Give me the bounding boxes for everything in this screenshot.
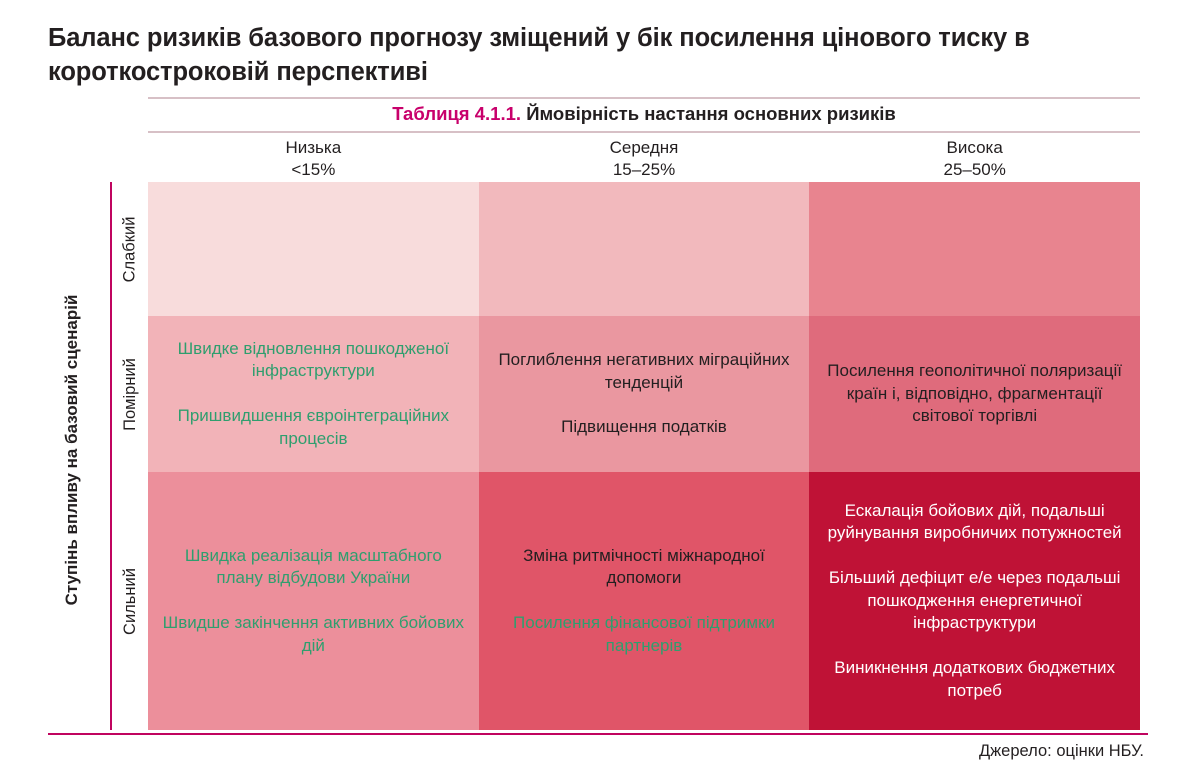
column-header-low — [148, 136, 479, 180]
risk-item: Пришвидшення євроінтеграційних процесів — [177, 406, 450, 448]
risk-item: Ескалація бойових дій, подальші руйнування виробничих потужностей — [827, 500, 1122, 543]
row-label-strong: Сильний — [120, 567, 139, 635]
risk-item: Підвищення податків — [561, 417, 727, 437]
footer-rule — [48, 733, 1148, 735]
table-number: Таблиця 4.1.1. — [392, 103, 522, 124]
risk-item: Більший дефіцит е/е через подальші пошкодження енергетичної інфраструктури — [828, 568, 1121, 633]
column-header-low-range: <15% — [291, 159, 336, 179]
matrix-cell-weak-low — [148, 182, 479, 316]
risk-item: Посилення геополітичної поляризації країн і, відповідно, фрагментації світової торгівлі — [827, 361, 1123, 426]
column-header-medium — [479, 136, 810, 180]
matrix-cell-moderate-medium — [479, 316, 810, 472]
risk-item: Поглиблення негативних міграційних тенденцій — [498, 350, 790, 392]
risk-item: Швидше закінчення активних бойових дій — [162, 613, 465, 655]
column-headers — [148, 136, 1140, 180]
risk-item: Виникнення додаткових бюджетних потреб — [834, 657, 1116, 700]
row-label-weak: Слабкий — [120, 216, 139, 282]
matrix-cell-weak-medium — [479, 182, 810, 316]
source-note: Джерело: оцінки НБУ. — [978, 742, 1144, 760]
table-caption-text: Ймовірність настання основних ризиків — [526, 103, 896, 124]
column-header-high-range: 25–50% — [943, 159, 1006, 179]
risk-item: Швидке відновлення пошкодженої інфраструктури — [177, 338, 450, 381]
column-header-low-label: Низька — [285, 138, 342, 157]
caption-bottom-rule — [148, 131, 1140, 133]
column-header-medium-label: Середня — [609, 138, 679, 157]
row-label-moderate: Помірний — [120, 357, 139, 431]
risk-item: Швидка реалізація масштабного плану відбудови України — [184, 545, 442, 588]
y-axis-title: Ступінь впливу на базовий сценарій — [62, 294, 81, 606]
matrix-cell-moderate-high — [809, 316, 1140, 472]
risk-item: Зміна ритмічності міжнародної допомоги — [523, 545, 765, 588]
matrix-cell-strong-high — [809, 472, 1140, 730]
caption-top-rule — [148, 97, 1140, 99]
column-header-medium-range: 15–25% — [612, 159, 676, 179]
page-title: Баланс ризиків базового прогнозу зміщений у бік посилення цінового тиску в короткостроковій перспективі — [48, 24, 1030, 86]
matrix-cell-moderate-low — [148, 316, 479, 472]
table-caption — [148, 103, 1140, 125]
risk-matrix-grid — [148, 182, 1140, 730]
matrix-cell-strong-low — [148, 472, 479, 730]
row-labels — [112, 182, 148, 730]
column-header-high — [809, 136, 1140, 180]
column-header-high-label: Висока — [946, 138, 1003, 157]
matrix-cell-strong-medium — [479, 472, 810, 730]
risk-item: Посилення фінансової підтримки партнерів — [513, 613, 775, 655]
matrix-cell-weak-high — [809, 182, 1140, 316]
